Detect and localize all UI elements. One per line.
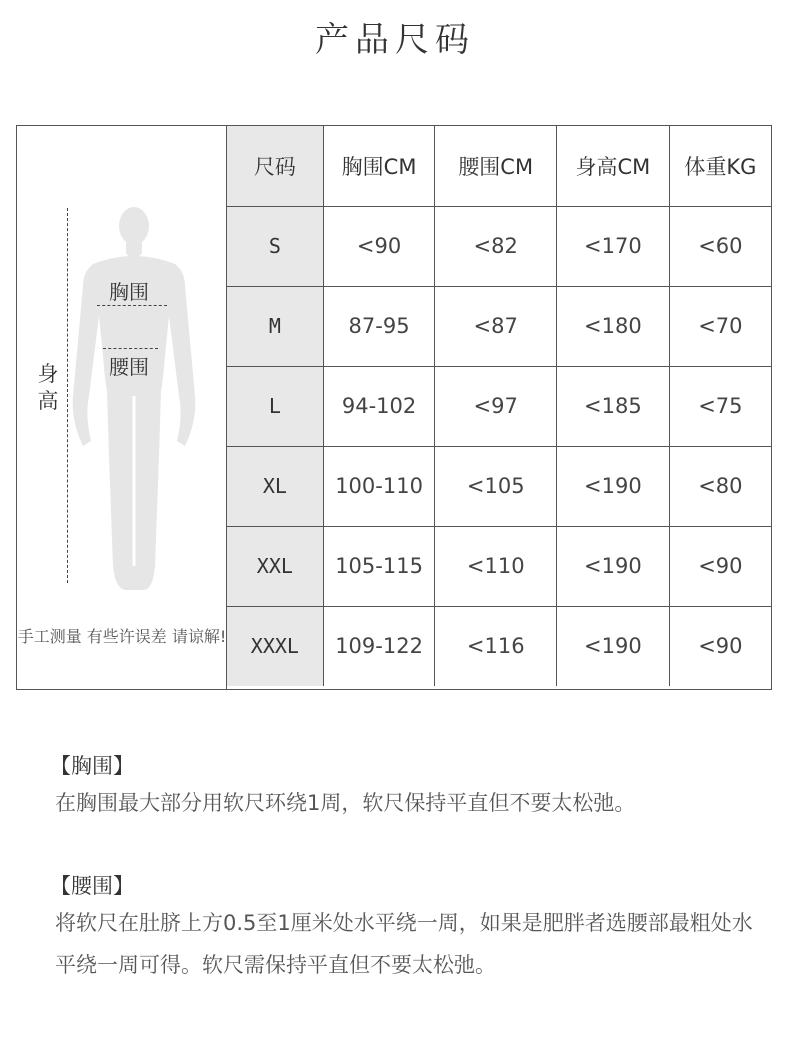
chest-label: 胸围 — [109, 280, 149, 304]
weight-cell: <70 — [669, 286, 771, 366]
height-cell: <190 — [557, 606, 670, 686]
chest-cell: 105-115 — [323, 526, 435, 606]
height-cell: <170 — [557, 206, 670, 286]
weight-cell: <75 — [669, 366, 771, 446]
waist-cell: <87 — [435, 286, 557, 366]
size-cell: XXXL — [227, 606, 324, 686]
size-chart — [16, 125, 772, 690]
header-waist: 腰围CM — [435, 126, 557, 206]
page-title: 产品尺码 — [315, 20, 475, 60]
chest-section-heading: 【胸围】 — [50, 754, 134, 778]
height-cell: <190 — [557, 446, 670, 526]
chest-cell: 87-95 — [323, 286, 435, 366]
waist-section-heading: 【腰围】 — [50, 874, 134, 898]
height-label: 身高 — [37, 362, 59, 413]
waist-section-text: 将软尺在肚脐上方0.5至1厘米处水平绕一周，如果是肥胖者选腰部最粗处水平绕一周可得。软尺需保持平直但不要太松弛。 — [55, 911, 753, 977]
measurement-note: 手工测量 有些许误差 请谅解! — [17, 627, 227, 646]
table-row — [227, 446, 772, 526]
table-header-row — [227, 126, 772, 206]
chest-cell: <90 — [323, 206, 435, 286]
header-chest: 胸围CM — [323, 126, 435, 206]
waist-cell: <105 — [435, 446, 557, 526]
header-height: 身高CM — [557, 126, 670, 206]
chest-cell: 94-102 — [323, 366, 435, 446]
table-row — [227, 206, 772, 286]
chest-cell: 100-110 — [323, 446, 435, 526]
header-size: 尺码 — [227, 126, 324, 206]
weight-cell: <90 — [669, 606, 771, 686]
waist-cell: <116 — [435, 606, 557, 686]
figure-panel — [17, 126, 227, 689]
size-cell: XXL — [227, 526, 324, 606]
waist-label: 腰围 — [109, 355, 149, 379]
waist-measure-line — [103, 348, 158, 349]
chest-section-text: 在胸围最大部分用软尺环绕1周，软尺保持平直但不要太松弛。 — [55, 791, 636, 815]
height-cell: <185 — [557, 366, 670, 446]
weight-cell: <60 — [669, 206, 771, 286]
waist-cell: <97 — [435, 366, 557, 446]
table-row — [227, 286, 772, 366]
size-table — [226, 126, 771, 686]
size-cell: S — [227, 206, 324, 286]
header-weight: 体重KG — [669, 126, 771, 206]
height-cell: <190 — [557, 526, 670, 606]
table-row — [227, 366, 772, 446]
chest-measure-line — [97, 305, 167, 306]
weight-cell: <80 — [669, 446, 771, 526]
height-cell: <180 — [557, 286, 670, 366]
weight-cell: <90 — [669, 526, 771, 606]
size-cell: L — [227, 366, 324, 446]
size-cell: XL — [227, 446, 324, 526]
table-row — [227, 606, 772, 686]
size-cell: M — [227, 286, 324, 366]
waist-cell: <82 — [435, 206, 557, 286]
body-silhouette-icon — [57, 206, 207, 591]
waist-cell: <110 — [435, 526, 557, 606]
table-row — [227, 526, 772, 606]
chest-cell: 109-122 — [323, 606, 435, 686]
